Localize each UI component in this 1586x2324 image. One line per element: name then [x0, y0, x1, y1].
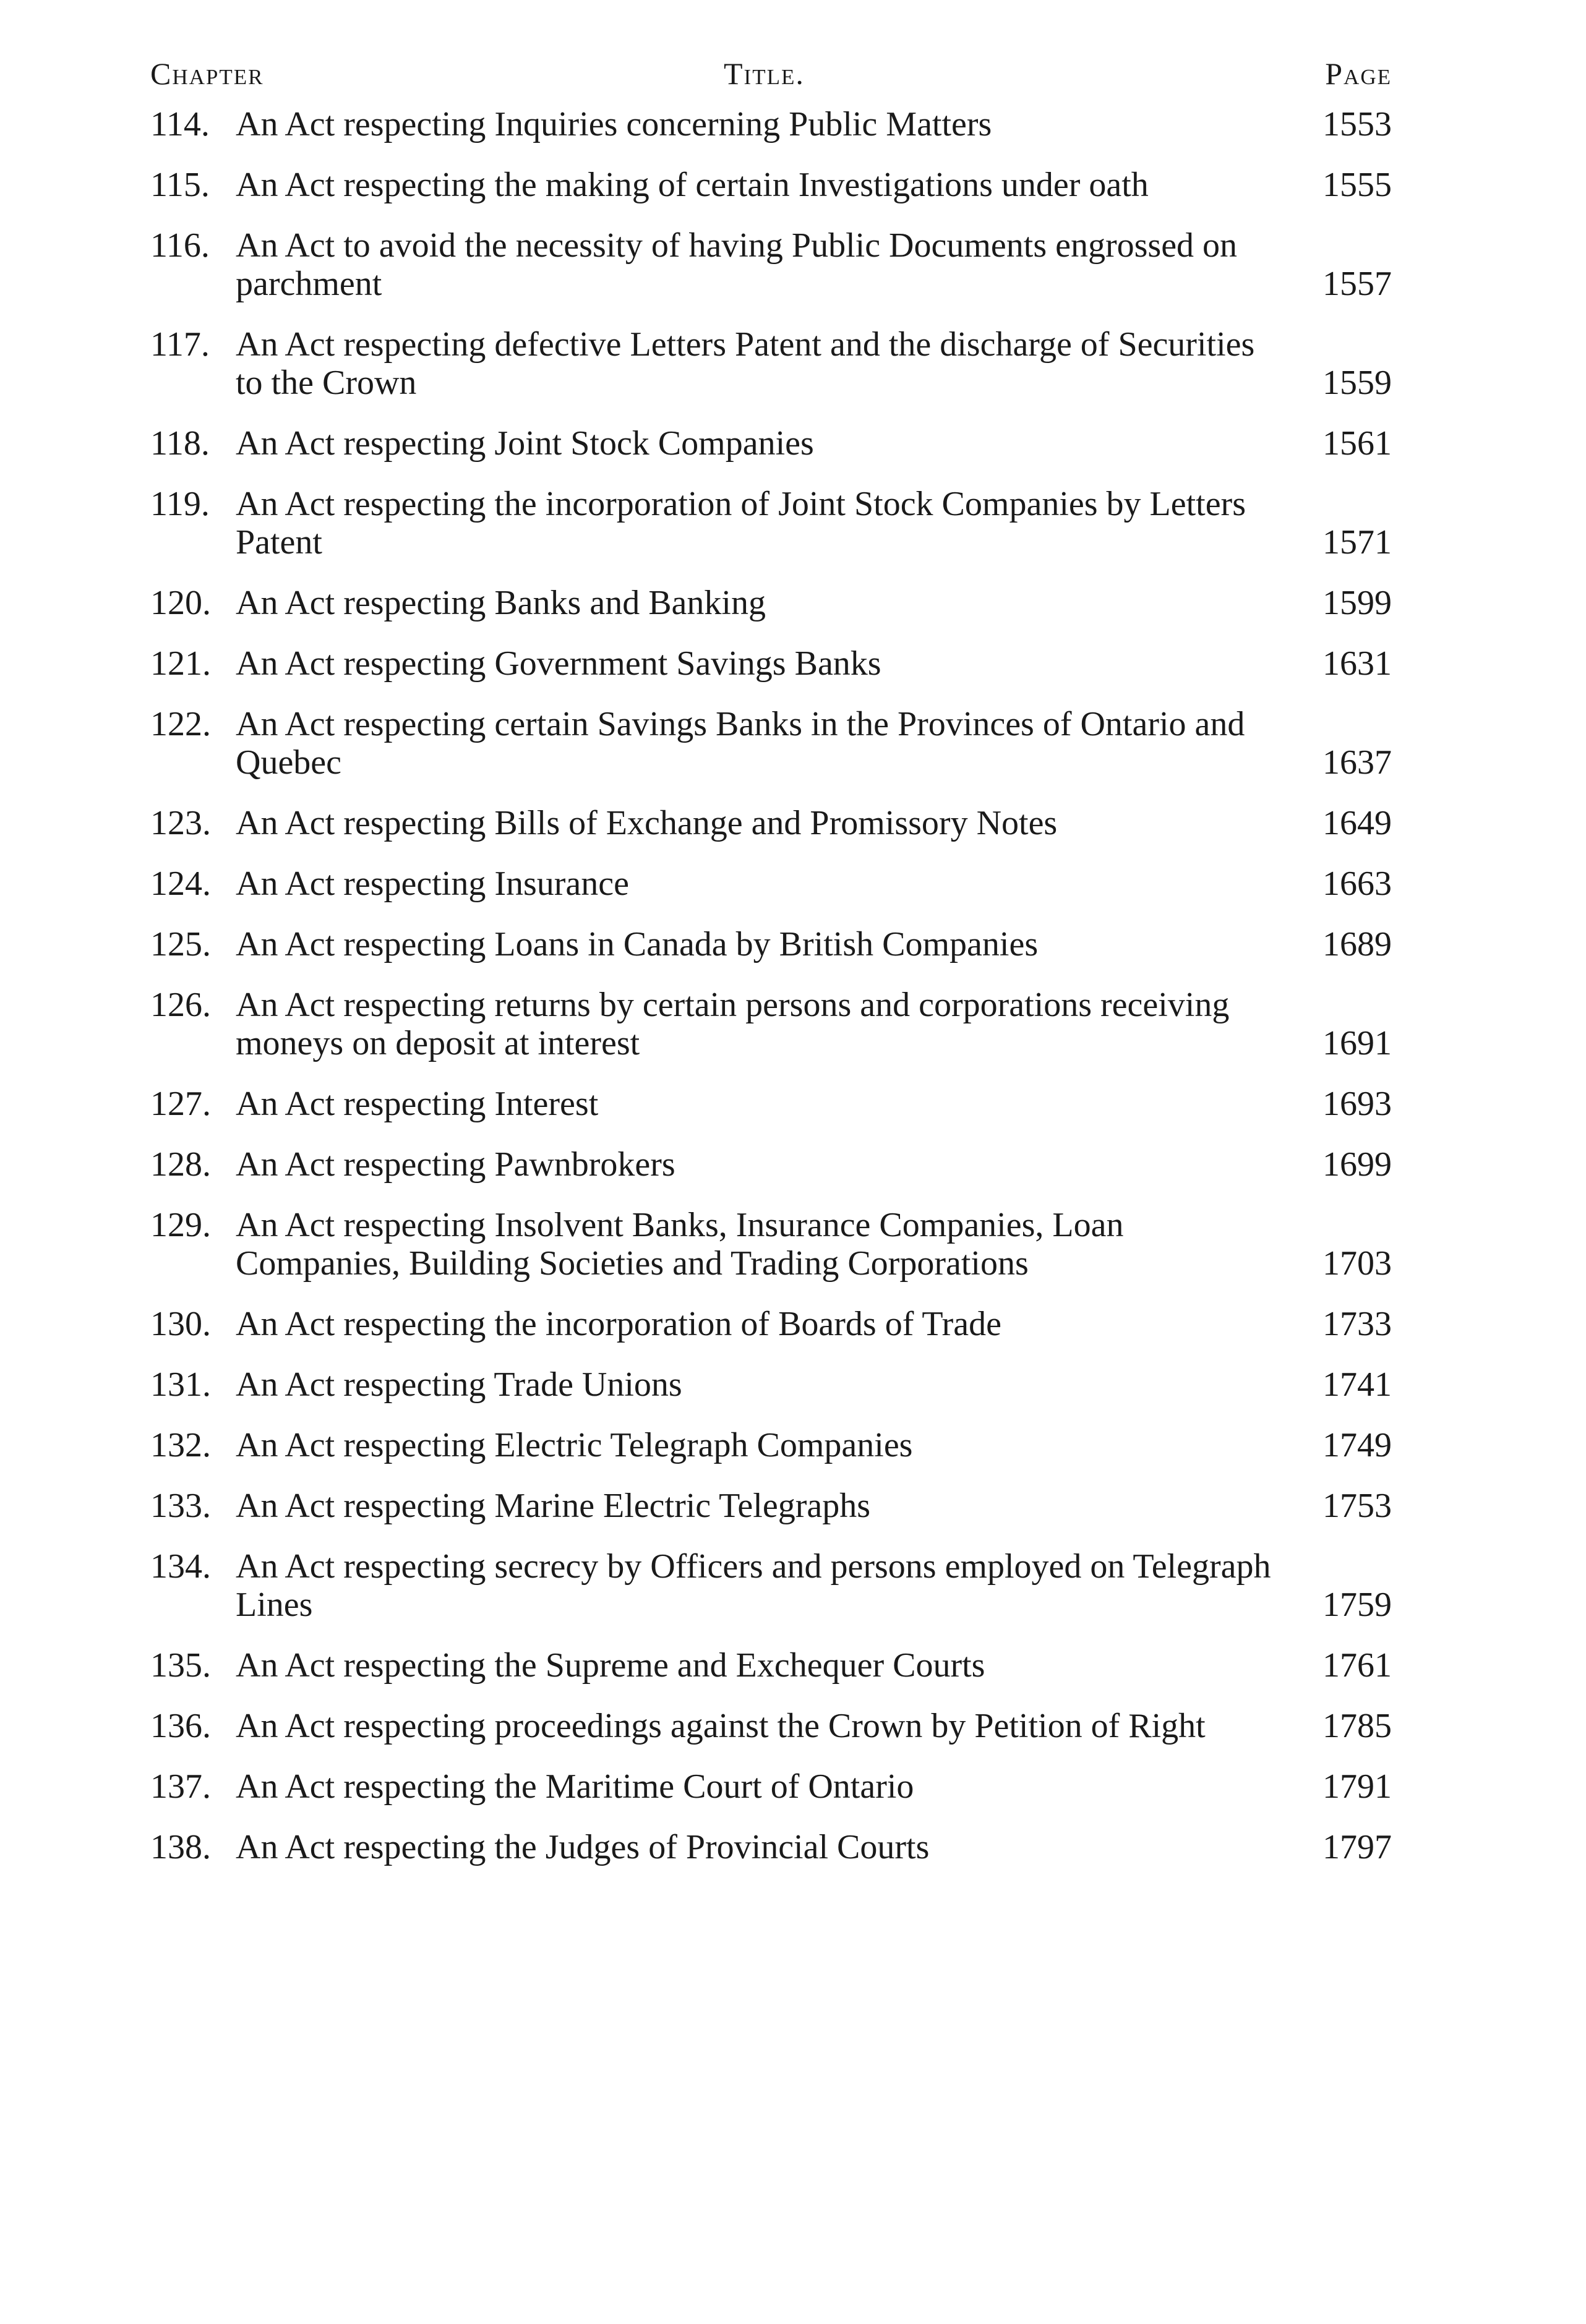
chapter-number: 117. — [150, 325, 210, 364]
chapter-title: An Act respecting Banks and Banking — [236, 584, 766, 622]
page-number: 1553 — [1322, 105, 1392, 143]
page-number: 1637 — [1322, 743, 1392, 782]
chapter-number: 131. — [150, 1365, 211, 1404]
page-number: 1631 — [1322, 644, 1392, 683]
chapter-title: An Act respecting the making of certain Investigations under oath — [236, 166, 1149, 204]
page-number: 1663 — [1322, 865, 1392, 903]
list-item — [150, 1305, 1392, 1343]
chapter-title: An Act respecting Bills of Exchange and Promissory Notes — [236, 804, 1058, 842]
list-item — [150, 485, 1392, 562]
chapter-number: 114. — [150, 105, 210, 143]
chapter-number: 132. — [150, 1426, 211, 1464]
chapter-number: 136. — [150, 1707, 211, 1745]
chapter-number: 118. — [150, 424, 210, 463]
chapter-title: An Act respecting proceedings against the Crown by Petition of Right — [236, 1707, 1206, 1745]
page-number: 1733 — [1322, 1305, 1392, 1343]
list-item — [150, 105, 1392, 143]
page-number: 1691 — [1322, 1024, 1392, 1062]
entry-list — [150, 105, 1392, 1889]
chapter-title: An Act respecting Marine Electric Telegraphs — [236, 1487, 870, 1525]
chapter-number: 127. — [150, 1085, 211, 1123]
page-number: 1791 — [1322, 1767, 1392, 1806]
chapter-title: An Act respecting the incorporation of Boards of Trade — [236, 1305, 1001, 1343]
page-number: 1699 — [1322, 1145, 1392, 1184]
page-number: 1559 — [1322, 364, 1392, 402]
page-number: 1693 — [1322, 1085, 1392, 1123]
chapter-title: An Act respecting secrecy by Officers and persons employed on Telegraph Lines — [236, 1547, 1271, 1624]
page-number: 1599 — [1322, 584, 1392, 622]
chapter-title: An Act respecting the incorporation of Joint Stock Companies by Letters Patent — [236, 485, 1246, 562]
chapter-title: An Act respecting Pawnbrokers — [236, 1145, 675, 1184]
chapter-title: An Act respecting the Maritime Court of Ontario — [236, 1767, 914, 1806]
list-item — [150, 1707, 1392, 1745]
list-item — [150, 1206, 1392, 1283]
page-number: 1649 — [1322, 804, 1392, 842]
list-item — [150, 1487, 1392, 1525]
page-number: 1689 — [1322, 925, 1392, 963]
chapter-number: 115. — [150, 166, 210, 204]
chapter-title: An Act respecting Electric Telegraph Companies — [236, 1426, 913, 1464]
list-item — [150, 1145, 1392, 1184]
list-item — [150, 325, 1392, 402]
chapter-number: 123. — [150, 804, 211, 842]
chapter-title: An Act respecting certain Savings Banks in the Provinces of Ontario and Quebec — [236, 705, 1245, 782]
chapter-number: 119. — [150, 485, 210, 523]
chapter-title: An Act respecting Inquiries concerning Public Matters — [236, 105, 992, 143]
page-number: 1749 — [1322, 1426, 1392, 1464]
chapter-number: 126. — [150, 986, 211, 1024]
chapter-number: 129. — [150, 1206, 211, 1244]
list-item — [150, 584, 1392, 622]
chapter-number: 116. — [150, 226, 210, 265]
list-item — [150, 1828, 1392, 1866]
page-number: 1797 — [1322, 1828, 1392, 1866]
list-item — [150, 1767, 1392, 1806]
list-item — [150, 1365, 1392, 1404]
page-number: 1555 — [1322, 166, 1392, 204]
page-number: 1557 — [1322, 265, 1392, 303]
chapter-title: An Act to avoid the necessity of having Public Documents engrossed on parchment — [236, 226, 1238, 303]
chapter-number: 121. — [150, 644, 211, 683]
page-number: 1785 — [1322, 1707, 1392, 1745]
list-item — [150, 644, 1392, 683]
page-number: 1753 — [1322, 1487, 1392, 1525]
list-item — [150, 1646, 1392, 1685]
chapter-title: An Act respecting the Supreme and Exchequer Courts — [236, 1646, 985, 1685]
chapter-title: An Act respecting Trade Unions — [236, 1365, 682, 1404]
page-number: 1703 — [1322, 1244, 1392, 1283]
list-item — [150, 925, 1392, 963]
page-number: 1759 — [1322, 1586, 1392, 1624]
header-chapter: Chapter — [150, 56, 264, 91]
table-of-contents-header — [150, 56, 1392, 105]
chapter-number: 137. — [150, 1767, 211, 1806]
page-number: 1761 — [1322, 1646, 1392, 1685]
header-title: Title. — [724, 56, 805, 91]
list-item — [150, 1547, 1392, 1624]
list-item — [150, 166, 1392, 204]
list-item — [150, 424, 1392, 463]
chapter-title: An Act respecting Interest — [236, 1085, 599, 1123]
chapter-number: 133. — [150, 1487, 211, 1525]
header-page: Page — [1325, 56, 1392, 91]
chapter-title: An Act respecting Insurance — [236, 865, 629, 903]
chapter-number: 128. — [150, 1145, 211, 1184]
chapter-number: 135. — [150, 1646, 211, 1685]
chapter-number: 122. — [150, 705, 211, 743]
chapter-number: 134. — [150, 1547, 211, 1586]
list-item — [150, 1085, 1392, 1123]
page-number: 1571 — [1322, 523, 1392, 562]
list-item — [150, 865, 1392, 903]
list-item — [150, 226, 1392, 303]
chapter-title: An Act respecting Loans in Canada by British Companies — [236, 925, 1039, 963]
list-item — [150, 1426, 1392, 1464]
list-item — [150, 986, 1392, 1062]
chapter-number: 120. — [150, 584, 211, 622]
chapter-number: 138. — [150, 1828, 211, 1866]
page-number: 1741 — [1322, 1365, 1392, 1404]
chapter-number: 130. — [150, 1305, 211, 1343]
chapter-title: An Act respecting returns by certain persons and corporations receiving moneys on deposit at interest — [236, 986, 1230, 1062]
chapter-number: 125. — [150, 925, 211, 963]
chapter-title: An Act respecting the Judges of Provincial Courts — [236, 1828, 930, 1866]
list-item — [150, 804, 1392, 842]
list-item — [150, 705, 1392, 782]
chapter-title: An Act respecting Joint Stock Companies — [236, 424, 814, 463]
chapter-title: An Act respecting Insolvent Banks, Insurance Companies, Loan Companies, Building Societies and Trading Corporations — [236, 1206, 1124, 1283]
page-number: 1561 — [1322, 424, 1392, 463]
chapter-title: An Act respecting defective Letters Patent and the discharge of Securities to the Crown — [236, 325, 1255, 402]
chapter-number: 124. — [150, 865, 211, 903]
chapter-title: An Act respecting Government Savings Banks — [236, 644, 881, 683]
